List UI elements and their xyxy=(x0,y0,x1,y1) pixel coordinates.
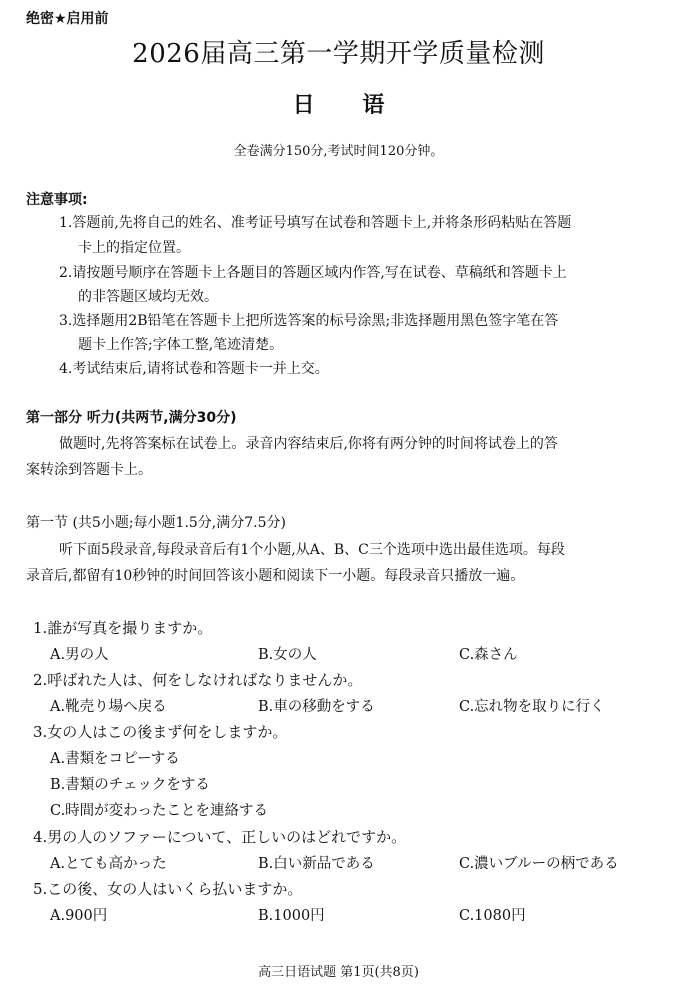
part1-intro-line: 做题时,先将答案标在试卷上。录音内容结束后,你将有两分钟的时间将试卷上的答 xyxy=(59,436,558,452)
question-5-text: 5.この後、女の人はいくら払いますか。 xyxy=(33,880,303,898)
page-footer: 高三日语试题 第1页(共8页) xyxy=(258,965,419,980)
question-4-option-a: A.とても高かった xyxy=(50,856,167,872)
score-time-note: 全卷满分150分,考试时间120分钟。 xyxy=(233,144,444,159)
question-3-text: 3.女の人はこの後まず何をしますか。 xyxy=(33,723,288,741)
question-2-option-b: B.車の移動をする xyxy=(258,699,375,715)
question-2-option-c: C.忘れ物を取りに行く xyxy=(459,699,605,715)
question-5-option-b: B.1000円 xyxy=(258,908,325,924)
question-2-text: 2.呼ばれた人は、何をしなければなりませんか。 xyxy=(33,671,363,689)
question-3-option-a: A.書類をコピーする xyxy=(50,751,180,767)
instruction-line: 2.请按题号顺序在答题卡上各题目的答题区域内作答,写在试卷、草稿纸和答题卡上 xyxy=(59,265,567,281)
question-5-option-c: C.1080円 xyxy=(459,908,526,924)
question-4-text: 4.男の人のソファーについて、正しいのはどれですか。 xyxy=(33,828,407,846)
instruction-line: 4.考试结束后,请将试卷和答题卡一并上交。 xyxy=(59,361,329,377)
question-1-option-a: A.男の人 xyxy=(50,647,109,663)
part1-intro-line: 案转涂到答题卡上。 xyxy=(26,462,152,478)
question-4-option-c: C.濃いブルーの柄である xyxy=(459,856,619,872)
question-2-option-a: A.靴売り場へ戻る xyxy=(50,699,167,715)
question-5-option-a: A.900円 xyxy=(50,908,108,924)
question-1-text: 1.誰が写真を撮りますか。 xyxy=(33,619,213,637)
question-1-option-c: C.森さん xyxy=(459,647,518,663)
instruction-line: 3.选择题用2B铅笔在答题卡上把所选答案的标号涂黑;非选择题用黑色签字笔在答 xyxy=(59,313,559,329)
instructions-heading: 注意事项: xyxy=(26,192,88,208)
question-1-option-b: B.女の人 xyxy=(258,647,317,663)
part1-heading: 第一部分 听力(共两节,满分30分) xyxy=(26,410,237,426)
question-3-option-c: C.時間が変わったことを連絡する xyxy=(50,803,269,819)
section1-heading: 第一节 (共5小题;每小题1.5分,满分7.5分) xyxy=(26,515,286,531)
instruction-line: 1.答题前,先将自己的姓名、准考证号填写在试卷和答题卡上,并将条形码粘贴在答题 xyxy=(59,215,572,231)
instruction-line: 的非答题区域均无效。 xyxy=(78,289,218,305)
section1-intro-line: 听下面5段录音,每段录音后有1个小题,从A、B、C三个选项中选出最佳选项。每段 xyxy=(59,542,565,558)
question-4-option-b: B.白い新品である xyxy=(258,856,375,872)
exam-title: 2026届高三第一学期开学质量检测 xyxy=(132,39,545,69)
instruction-line: 题卡上作答;字体工整,笔迹清楚。 xyxy=(78,337,284,353)
subject-title: 日 语 xyxy=(292,93,385,118)
section1-intro-line: 录音后,都留有10秒钟的时间回答该小题和阅读下一小题。每段录音只播放一遍。 xyxy=(26,568,525,584)
confidential-mark: 绝密★启用前 xyxy=(26,11,109,27)
instruction-line: 卡上的指定位置。 xyxy=(78,240,190,256)
question-3-option-b: B.書類のチェックをする xyxy=(50,777,210,793)
